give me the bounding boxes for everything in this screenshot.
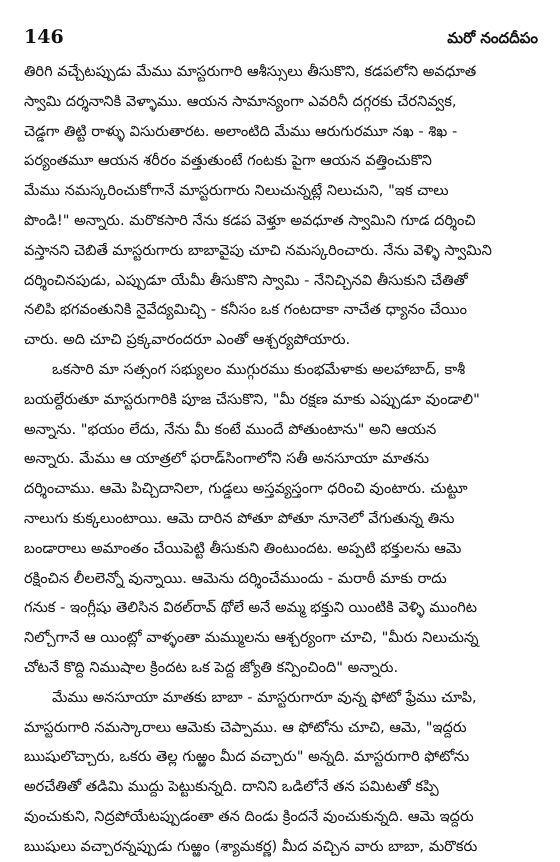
body-text bbox=[24, 57, 538, 862]
text-line: అరచేతితో తడిమి ముద్దు పెట్టుకున్నది. దానిని ఒడిలోనే తన పమిటతో కప్పి bbox=[24, 778, 439, 796]
text-line: పర్యంతమూ ఆయన శరీరం వత్తుతుంటే గంటకు పైగా ఆయన వత్తించుకొని bbox=[24, 152, 432, 170]
paragraph bbox=[24, 57, 538, 355]
text-line: అన్నారు. మేము ఆ యాత్రలో ఫరాడ్‌సింగాలోని సతీ అనసూయా మాతను bbox=[24, 450, 430, 468]
text-line: ఒకసారి మా సత్సంగ సభ్యులం ముగ్గురము కుంభమేళాకు అలహాబాద్, కాశీ bbox=[52, 360, 466, 378]
text-line: వుంచుకుని, నిద్రపోయేటప్పుడంతా తన దిండు క్రిందనే వుంచుకున్నది. ఆమె ఇద్దరు bbox=[24, 807, 474, 825]
paragraph bbox=[24, 355, 538, 683]
text-line: దర్శించాము. ఆమె పిచ్చిదానిలా, గుడ్డలు అస్తవ్యస్తంగా ధరించి వుంటారు. చుట్టూ bbox=[24, 480, 468, 498]
text-line: బయల్దేరుతూ మాస్టరుగారికి పూజ చేసుకొని, "మీ రక్షణ మాకు ఎప్పుడూ వుండాలి" bbox=[24, 390, 480, 408]
text-line: బండారాలు అమాంతం చేయిపెట్టి తీసుకుని తింటుందట. అప్పటి భక్తులను ఆమె bbox=[24, 539, 462, 557]
text-line: మేము అనసూయా మాతకు బాబా - మాస్టరుగారూ వున్న ఫోటో ఫ్రేము చూపి, bbox=[52, 688, 477, 706]
page-number: 146 bbox=[24, 26, 64, 48]
text-line: రక్షించిన లీలలెన్నో వున్నాయి. ఆమెను దర్శించేముందు - మరాఠీ మాకు రాదు bbox=[24, 569, 447, 587]
text-line: చారు. అది చూచి ప్రక్కవారందరూ ఎంతో ఆశ్చర్యపోయారు. bbox=[24, 331, 351, 349]
text-line: చెడ్డగా తిట్టి రాళ్ళు విసురుతారట. అలాంటిది మేము ఆరుగురమూ నఖ - శిఖ - bbox=[24, 122, 458, 140]
text-line: చోటనే కొద్ది నిముషాల క్రిందట ఒక పెద్ద జ్యోతి కన్పించింది" అన్నారు. bbox=[24, 658, 399, 676]
text-line: అన్నాను. "భయం లేదు, నేను మీ కంటే ముందే పోతుంటాను" అని ఆయన bbox=[24, 420, 437, 438]
text-line: దర్శించినపుడు, ఎప్పుడూ యేమీ తీసుకొని స్వామి - నేనిచ్చినవి తీసుకుని చేతితో bbox=[24, 271, 468, 289]
text-line: బుుషులు వచ్చారన్నప్పుడు గుఱ్ఱం (శ్యామకర్ణ) మీద వచ్చిన వారు బాబా, మరొకరు bbox=[24, 837, 478, 855]
text-line: నలిపి భగవంతునికి నైవేద్యమిచ్చి - కనీసం ఒక గంటదాకా నాచేత ధ్యానం చేయిం bbox=[24, 301, 468, 319]
text-line: మాస్టరుగారి నమస్కారాలు ఆమెకు చెప్పాము. ఆ ఫోటోను చూచి, ఆమె, "ఇద్దరు bbox=[24, 718, 467, 736]
text-line: గనుక - ఇంగ్లీషు తెలిసిన విఠల్‌రావ్ థోలే అనే అమ్మ భక్తుని యింటికి వెళ్ళి ముంగిట bbox=[24, 599, 478, 617]
running-title: మరో నందదీపం bbox=[447, 29, 538, 47]
text-line: నిల్చోగానే ఆ యింట్లో వాళ్ళంతా మమ్ములను ఆశ్చర్యంగా చూచి, "మీరు నిలుచున్న bbox=[24, 629, 479, 647]
text-line: నాలుగు కుక్కలుంటాయి. ఆమె దారిన పోతూ పోతూ నూనెలో వేగుతున్న తిను bbox=[24, 509, 455, 527]
page-header bbox=[24, 26, 538, 51]
text-line: వస్తానని చెబితే మాస్టరుగారు బాబావైపు చూచి నమస్కరించారు. నేను వెళ్ళి స్వామిని bbox=[24, 241, 492, 259]
text-line: తిరిగి వచ్చేటప్పుడు మేము మాస్టరుగారి ఆశీస్సులు తీసుకొని, కడపలోని అవధూత bbox=[24, 63, 477, 80]
text-line: బుుషులొచ్చారు, ఒకరు తెల్ల గుఱ్ఱం మీద వచ్చారు" అన్నది. మాస్టరుగారి ఫోటోను bbox=[24, 748, 470, 766]
paragraph bbox=[24, 683, 538, 862]
text-line: మేము నమస్కరించుకోగానే మాస్టరుగారు నిలుచున్నట్లే నిలుచుని, "ఇక చాలు bbox=[24, 182, 449, 200]
text-line: స్వామి దర్శనానికి వెళ్ళాము. ఆయన సామాన్యంగా ఎవరినీ దగ్గరకు చేరనివ్వక, bbox=[24, 92, 457, 110]
text-line: పొండి!" అన్నారు. మరొకసారి నేను కడప వెళ్తూ అవధూత స్వామిని గూడ దర్శించి bbox=[24, 211, 476, 229]
